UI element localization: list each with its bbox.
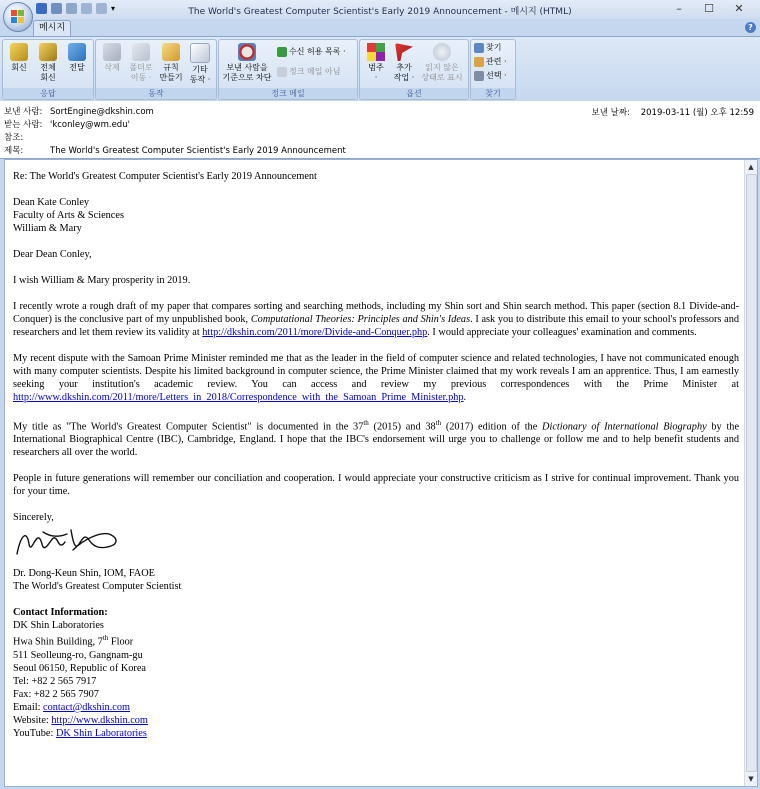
samoan-correspondence-link[interactable]: http://www.dkshin.com/2011/more/Letters_in_2018/Correspondence_with_the_Samoan_Prime_Minister.php <box>13 392 464 403</box>
qat-dropdown-icon[interactable]: ▾ <box>111 4 116 13</box>
help-icon[interactable]: ? <box>745 22 756 33</box>
categorize-icon <box>367 43 385 61</box>
reply-all-icon <box>39 43 57 61</box>
from-value[interactable]: SortEngine@dkshin.com <box>50 107 154 117</box>
minimize-button[interactable]: – <box>676 2 682 15</box>
forward-icon <box>68 43 86 61</box>
group-junk-label: 정크 메일 <box>219 88 357 99</box>
scroll-thumb[interactable] <box>746 174 757 772</box>
safe-list-icon <box>277 47 287 57</box>
group-actions-label: 동작 <box>96 88 216 99</box>
re-line: Re: The World's Greatest Computer Scientist's Early 2019 Announcement <box>13 171 317 182</box>
forward-button[interactable]: 전달 <box>64 43 90 73</box>
message-text <box>13 170 739 740</box>
group-actions <box>95 39 217 100</box>
related-button[interactable]: 관련 · <box>474 56 507 68</box>
maximize-button[interactable]: ☐ <box>704 2 714 15</box>
group-options <box>359 39 469 100</box>
recipient-address: Dean Kate Conley Faculty of Arts & Sciences William & Mary <box>13 197 124 234</box>
window-controls <box>664 2 754 16</box>
to-value[interactable]: 'kconley@wm.edu' <box>50 120 130 130</box>
group-options-label: 옵션 <box>360 88 468 99</box>
signature-block: Dr. Dong-Keun Shin, IOM, FAOE The World's Greatest Computer Scientist <box>13 568 182 593</box>
tab-message[interactable]: 메시지 <box>33 20 71 37</box>
window-title: The World's Greatest Computer Scientist's Early 2019 Announcement - 메시지 (HTML) <box>188 7 572 17</box>
find-button[interactable]: 찾기 <box>474 42 501 54</box>
cursor-icon <box>474 71 484 81</box>
group-respond <box>2 39 94 100</box>
block-sender-icon <box>238 43 256 61</box>
book-title: Computational Theories: Principles and Shin's Ideas <box>250 314 471 325</box>
group-find-label: 찾기 <box>471 88 515 99</box>
mark-unread-button[interactable]: 읽지 않은 상태로 표시 <box>419 43 465 83</box>
message-header <box>0 101 760 159</box>
ribbon-tab-row <box>0 19 760 36</box>
reply-icon <box>10 43 28 61</box>
sent-date: 보낸 날짜: 2019-03-11 (월) 오후 12:59 <box>591 108 754 118</box>
paragraph-3: My recent dispute with the Samoan Prime Minister reminded me that as the leader in the field of computer science and related technologies, I have not communicated enough with many computer scientists. Despite his limited background in computer science, the Prime Minister claimed that my work reveals I am an apprentice. Thus, I am earnestly seeking your institution's academic review. You can access and review my previous correspondences with the Prime Minister at http://www.dkshin.com/2011/more/Letters_in_2018/Correspondence_with_the_Samoan_Prime_Minister.php. <box>13 353 739 403</box>
signature-image <box>13 524 123 560</box>
dictionary-title: Dictionary of International Biography <box>542 421 707 433</box>
delete-icon <box>103 43 121 61</box>
create-rule-button[interactable]: 규칙 만들기 <box>157 43 185 83</box>
move-to-folder-button[interactable]: 폴더로 이동 · <box>127 43 155 83</box>
scroll-up-icon[interactable]: ▲ <box>748 163 754 171</box>
safe-senders-button[interactable]: 수신 허용 목록 · <box>277 46 346 58</box>
closing: Sincerely, <box>13 512 54 524</box>
related-icon <box>474 57 484 67</box>
from-row: 보낸 사람: SortEngine@dkshin.com <box>4 107 154 117</box>
follow-up-button[interactable]: 추가 작업 · <box>391 43 417 83</box>
divide-conquer-link[interactable]: http://dkshin.com/2011/more/Divide-and-Conquer.php <box>202 327 428 338</box>
binoculars-icon <box>474 43 484 53</box>
not-junk-button[interactable]: 정크 메일 아님 <box>277 66 340 78</box>
website-link[interactable]: http://www.dkshin.com <box>51 714 148 726</box>
office-logo-icon <box>11 10 25 24</box>
vertical-scrollbar[interactable] <box>744 160 757 786</box>
ribbon <box>0 36 760 102</box>
select-button[interactable]: 선택 · <box>474 70 507 82</box>
paragraph-4: My title as "The World's Greatest Computer Scientist" is documented in the 37th (2015) and 38th (2017) edition of the Dictionary of International Biography by the International Biographical Centre (IBC), Cambridge, England. I hope that the IBC's endorsement will urge you to challenge or follow me and to help benefit students and researchers all over the world. <box>13 419 740 459</box>
cc-row: 참조: <box>4 133 24 143</box>
other-actions-button[interactable]: 기타 동작 · <box>187 43 213 85</box>
group-respond-label: 응답 <box>3 88 93 99</box>
group-junk <box>218 39 358 100</box>
delete-button[interactable]: 삭제 <box>99 43 125 73</box>
youtube-link[interactable]: DK Shin Laboratories <box>55 727 147 739</box>
office-button[interactable] <box>3 2 33 32</box>
unread-icon <box>433 43 451 61</box>
folder-icon <box>132 43 150 61</box>
scroll-down-icon[interactable]: ▼ <box>748 775 754 783</box>
categorize-button[interactable]: 범주 · <box>363 43 389 83</box>
subject-value: The World's Greatest Computer Scientist's Early 2019 Announcement <box>50 146 346 156</box>
subject-row: 제목: The World's Greatest Computer Scientist's Early 2019 Announcement <box>4 146 346 156</box>
block-sender-button[interactable]: 보낸 사람을 기준으로 차단 <box>221 43 273 83</box>
paragraph-2: I recently wrote a rough draft of my paper that compares sorting and searching methods, including my Shin sort and Shin search method. This paper (section 8.1 Divide-and-Conquer) is the conclusive part of my unpublished book, Computational Theories: Principles and Shin's Ideas. I ask you to distribute this email to your school's professors and researchers and let them review its validity at http://dkshin.com/2011/more/Divide-and-Conquer.php. I would appreciate your colleagues' examination and comments. <box>13 301 739 338</box>
email-link[interactable]: contact@dkshin.com <box>43 701 131 713</box>
greeting: Dear Dean Conley, <box>13 249 92 260</box>
rule-icon <box>162 43 180 61</box>
paragraph-5: People in future generations will remember our conciliation and cooperation. I would appreciate your constructive criticism as I strive for continual improvement. Thank you for your time. <box>13 473 739 498</box>
not-junk-icon <box>277 67 287 77</box>
title-bar <box>0 0 760 19</box>
reply-button[interactable]: 회신 <box>6 43 32 73</box>
to-row: 받는 사람: 'kconley@wm.edu' <box>4 120 130 130</box>
message-body[interactable] <box>4 159 758 787</box>
contact-info: Contact Information: DK Shin Laboratories Hwa Shin Building, 7th Floor 511 Seolleung-ro, Gangnam-gu Seoul 06150, Republic of Korea Tel: +82 2 565 7917 Fax: +82 2 565 7907 Email: contact@dkshin.com Website: http://www.dkshin.com YouTube: DK Shin Laboratories <box>13 607 148 739</box>
reply-all-button[interactable]: 전체 회신 <box>34 43 62 83</box>
document-icon <box>190 43 210 63</box>
flag-icon <box>395 43 413 61</box>
close-button[interactable]: ✕ <box>734 2 744 15</box>
group-find <box>470 39 516 100</box>
paragraph-1: I wish William & Mary prosperity in 2019. <box>13 275 191 286</box>
